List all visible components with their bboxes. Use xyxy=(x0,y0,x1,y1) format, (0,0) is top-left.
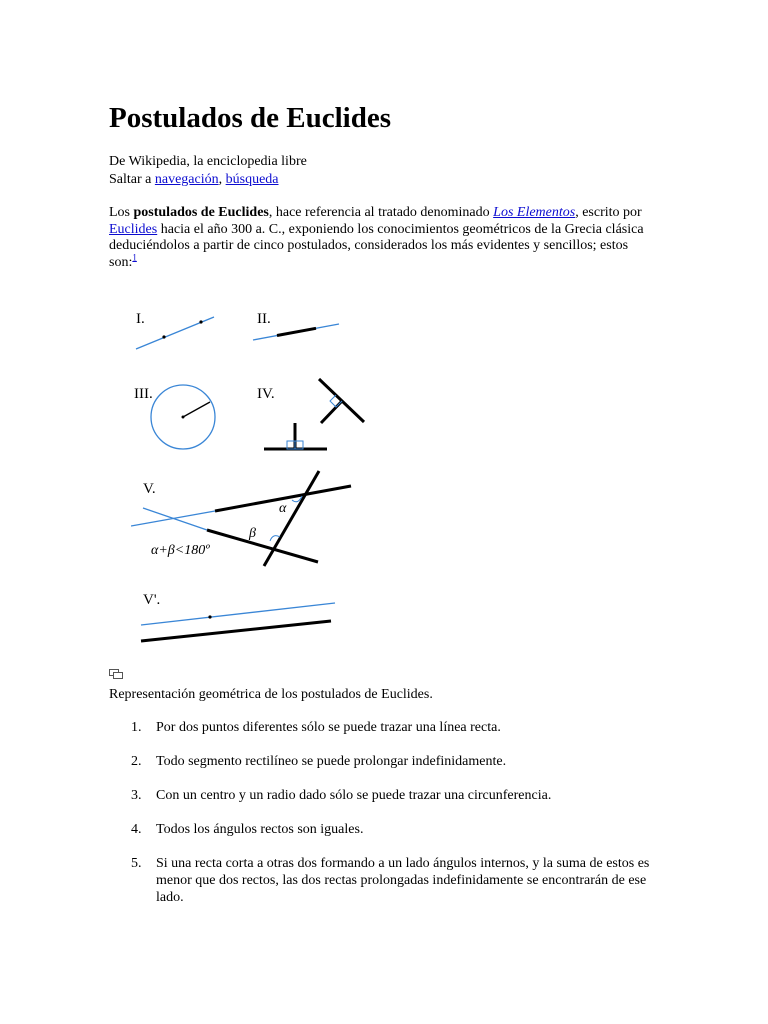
figure-label-5-prime: V'. xyxy=(143,592,161,608)
postulate-5-transversal xyxy=(264,471,319,566)
postulate-4-diagonal xyxy=(319,379,364,422)
list-item-text: Todos los ángulos rectos son iguales. xyxy=(156,822,364,837)
list-item-text: Si una recta corta a otras dos formando a un lado ángulos internos, y la suma de estos es menor que dos rectos, las dos rectas prolongadas indefinidamente se encontrarán de ese lado. xyxy=(156,856,650,905)
page-title: Postulados de Euclides xyxy=(109,102,391,134)
list-item-text: Todo segmento rectilíneo se puede prolongar indefinidamente. xyxy=(156,754,507,769)
list-item xyxy=(109,719,669,736)
list-item-number: 2. xyxy=(131,754,142,769)
postulate-5-prime-line xyxy=(141,621,331,641)
navigation-link[interactable]: navegación xyxy=(154,172,219,187)
jump-separator: , xyxy=(218,172,226,187)
list-item xyxy=(109,787,669,804)
site-subtitle: De Wikipedia, la enciclopedia libre xyxy=(109,154,307,169)
postulate-2-segment xyxy=(277,328,316,335)
intro-bold-term: postulados de Euclides xyxy=(133,205,269,220)
intro-text-3: , escrito por xyxy=(575,205,642,220)
angle-sum-formula: α+β<180º xyxy=(151,543,210,558)
postulates-figure[interactable] xyxy=(131,294,371,654)
postulate-1-point-b xyxy=(199,320,202,323)
enlarge-icon[interactable] xyxy=(109,669,123,679)
list-item-text: Con un centro y un radio dado sólo se puede trazar una circunferencia. xyxy=(156,788,552,803)
jump-prefix: Saltar a xyxy=(109,172,155,187)
list-item-text: Por dos puntos diferentes sólo se puede trazar una línea recta. xyxy=(156,720,501,735)
figure-label-1: I. xyxy=(136,311,145,327)
intro-text-4: hacia el año 300 a. C., exponiendo los conocimientos geométricos de la Grecia clásica deduciéndolos a partir de cinco postulados, considerados los más evidentes y sencillos; estos son: xyxy=(109,221,644,270)
intro-text-1: Los xyxy=(109,205,134,220)
postulate-3-radius xyxy=(183,402,210,417)
figure-label-3: III. xyxy=(134,386,153,402)
intro-text-2: , hace referencia al tratado denominado xyxy=(268,205,494,220)
reference-link[interactable]: 1 xyxy=(132,251,137,262)
postulates-list xyxy=(109,719,669,923)
postulate-3-center xyxy=(182,416,185,419)
list-item xyxy=(109,753,669,770)
figure-label-4: IV. xyxy=(257,386,275,402)
postulate-5-lower-extension xyxy=(143,508,207,530)
euclides-link[interactable]: Euclides xyxy=(109,221,158,237)
beta-label: β xyxy=(249,526,256,541)
los-elementos-link[interactable]: Los Elementos xyxy=(493,205,576,220)
list-item-number: 3. xyxy=(131,788,142,803)
figure-label-2: II. xyxy=(257,311,271,327)
postulate-1-point-a xyxy=(162,335,165,338)
postulate-5-line-lower xyxy=(207,530,318,562)
list-item-number: 5. xyxy=(131,856,142,871)
list-item xyxy=(109,855,669,906)
list-item xyxy=(109,821,669,838)
list-item-number: 1. xyxy=(131,720,142,735)
postulate-5-prime-point xyxy=(208,615,211,618)
list-item-number: 4. xyxy=(131,822,142,837)
search-link[interactable]: búsqueda xyxy=(225,172,279,187)
figure-caption: Representación geométrica de los postulados de Euclides. xyxy=(109,687,433,702)
figure-label-5: V. xyxy=(143,481,156,497)
alpha-label: α xyxy=(279,501,287,516)
jump-links xyxy=(109,171,279,188)
postulate-5-prime-parallel xyxy=(141,603,335,625)
intro-paragraph xyxy=(109,205,644,271)
